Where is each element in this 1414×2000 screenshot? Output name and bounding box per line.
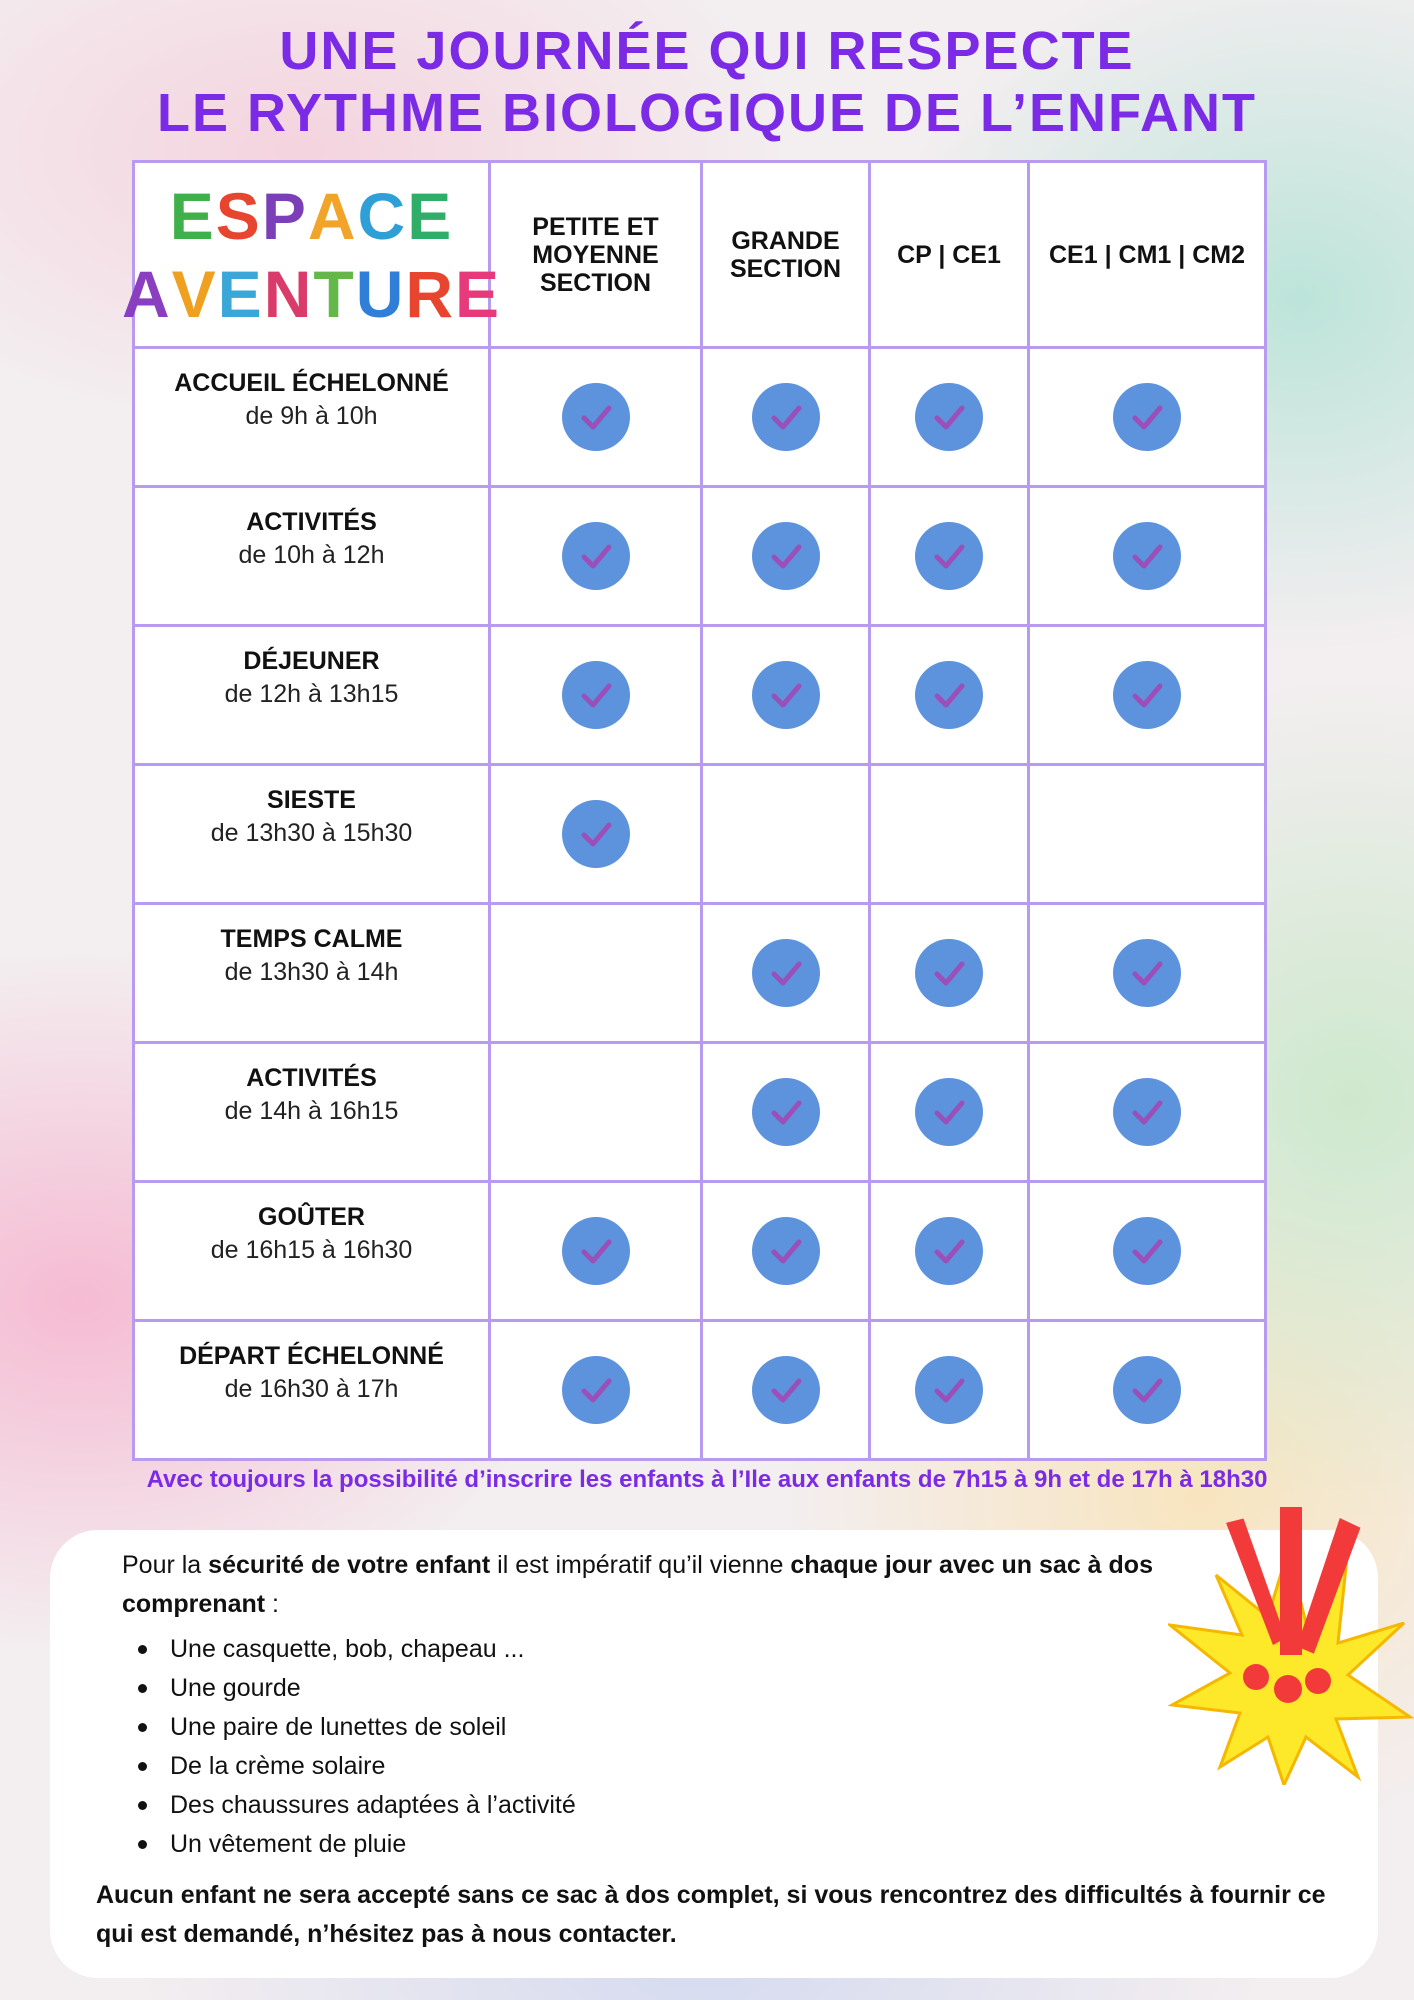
table-row — [134, 1182, 1266, 1321]
check-cell — [870, 487, 1029, 626]
check-circle-icon — [1113, 383, 1181, 451]
logo-letter: A — [121, 256, 172, 331]
logo-letter: P — [261, 178, 308, 253]
table-row — [134, 348, 1266, 487]
logo-letter: V — [171, 256, 218, 331]
check-cell — [870, 1043, 1029, 1182]
check-cell — [490, 1182, 702, 1321]
check-cell — [490, 348, 702, 487]
check-cell — [1029, 1321, 1266, 1460]
check-circle-icon — [915, 939, 983, 1007]
check-cell — [702, 1182, 870, 1321]
check-circle-icon — [752, 1078, 820, 1146]
column-header-cp-ce1: CP | CE1 — [870, 162, 1029, 348]
check-circle-icon — [1113, 661, 1181, 729]
check-circle-icon — [1113, 1217, 1181, 1285]
list-item: Une paire de lunettes de soleil — [170, 1708, 576, 1747]
backpack-intro — [122, 1546, 1182, 1624]
table-row — [134, 1043, 1266, 1182]
check-cell — [490, 1043, 702, 1182]
logo-letter: R — [405, 256, 456, 331]
table-row — [134, 765, 1266, 904]
list-item: Un vêtement de pluie — [170, 1825, 576, 1864]
schedule-table — [121, 160, 1267, 1461]
logo-word-espace — [170, 177, 453, 255]
logo-letter: C — [357, 178, 408, 253]
check-circle-icon — [752, 1356, 820, 1424]
logo-letter: E — [407, 178, 454, 253]
check-cell — [1029, 904, 1266, 1043]
activity-cell — [134, 904, 490, 1043]
check-cell — [1029, 765, 1266, 904]
intro-bold-2: chaque jour avec un sac à dos comprenant — [122, 1551, 1153, 1618]
table-row — [134, 1321, 1266, 1460]
check-circle-icon — [915, 1356, 983, 1424]
check-circle-icon — [915, 1217, 983, 1285]
backpack-items-list — [170, 1630, 576, 1864]
check-circle-icon — [562, 800, 630, 868]
espace-aventure-logo — [121, 163, 502, 346]
check-circle-icon — [562, 661, 630, 729]
logo-word-aventure — [122, 255, 501, 333]
check-cell — [702, 348, 870, 487]
check-circle-icon — [1113, 939, 1181, 1007]
check-cell — [702, 1321, 870, 1460]
backpack-warning: Aucun enfant ne sera accepté sans ce sac à dos complet, si vous rencontrez des difficultés à fournir ce qui est demandé, n’hésitez pas à nous contacter. — [96, 1881, 1326, 1948]
check-circle-icon — [915, 1078, 983, 1146]
check-cell — [1029, 348, 1266, 487]
check-cell — [1029, 626, 1266, 765]
activity-name: ACTIVITÉS — [246, 508, 377, 536]
check-circle-icon — [752, 939, 820, 1007]
check-circle-icon — [562, 383, 630, 451]
logo-cell — [121, 162, 502, 348]
activity-time: de 13h30 à 14h — [224, 958, 399, 986]
activity-time: de 16h15 à 16h30 — [210, 1236, 413, 1264]
check-cell — [490, 765, 702, 904]
table-row — [134, 904, 1266, 1043]
activity-time: de 9h à 10h — [245, 402, 378, 430]
column-header-petite-moyenne: PETITE ET MOYENNE SECTION — [490, 162, 702, 348]
list-item: Des chaussures adaptées à l’activité — [170, 1786, 576, 1825]
activity-cell — [134, 626, 490, 765]
check-circle-icon — [752, 1217, 820, 1285]
logo-letter: U — [355, 256, 406, 331]
activity-name: TEMPS CALME — [220, 925, 403, 953]
logo-letter: T — [313, 256, 356, 331]
logo-letter: N — [263, 256, 314, 331]
table-row — [134, 626, 1266, 765]
column-header-ce1-cm1-cm2: CE1 | CM1 | CM2 — [1029, 162, 1266, 348]
table-row — [134, 487, 1266, 626]
page-title-line-2: LE RYTHME BIOLOGIQUE DE L’ENFANT — [156, 83, 1258, 143]
exclamation-alert-icon — [1168, 1505, 1414, 1785]
header-row — [134, 162, 1266, 348]
check-cell — [870, 765, 1029, 904]
check-cell — [702, 765, 870, 904]
list-item: Une casquette, bob, chapeau ... — [170, 1630, 576, 1669]
check-circle-icon — [562, 522, 630, 590]
check-circle-icon — [1113, 522, 1181, 590]
activity-time: de 12h à 13h15 — [224, 680, 399, 708]
check-cell — [702, 487, 870, 626]
check-cell — [702, 1043, 870, 1182]
check-cell — [870, 626, 1029, 765]
activity-cell — [134, 765, 490, 904]
activity-time: de 10h à 12h — [238, 541, 385, 569]
logo-letter: E — [169, 178, 216, 253]
activity-name: DÉPART ÉCHELONNÉ — [179, 1342, 444, 1370]
check-cell — [870, 1321, 1029, 1460]
list-item: De la crème solaire — [170, 1747, 576, 1786]
intro-text-1: Pour la — [122, 1551, 209, 1579]
check-cell — [1029, 1182, 1266, 1321]
intro-text-3: : — [265, 1590, 279, 1618]
activity-cell — [134, 1321, 490, 1460]
activity-name: DÉJEUNER — [243, 647, 380, 675]
check-cell — [870, 1182, 1029, 1321]
extended-care-note: Avec toujours la possibilité d’inscrire les enfants à l’Ile aux enfants de 7h15 à 9h et de 17h à 18h30 — [146, 1466, 1268, 1493]
check-circle-icon — [752, 661, 820, 729]
check-circle-icon — [1113, 1356, 1181, 1424]
check-cell — [702, 626, 870, 765]
intro-bold-1: sécurité de votre enfant — [208, 1551, 491, 1579]
logo-letter: E — [455, 256, 502, 331]
check-cell — [870, 904, 1029, 1043]
list-item: Une gourde — [170, 1669, 576, 1708]
check-circle-icon — [915, 661, 983, 729]
check-circle-icon — [752, 522, 820, 590]
check-circle-icon — [915, 383, 983, 451]
check-cell — [490, 626, 702, 765]
check-circle-icon — [1113, 1078, 1181, 1146]
activity-time: de 16h30 à 17h — [224, 1375, 399, 1403]
activity-name: SIESTE — [267, 786, 356, 814]
check-cell — [870, 348, 1029, 487]
check-circle-icon — [915, 522, 983, 590]
activity-cell — [134, 348, 490, 487]
activity-cell — [134, 487, 490, 626]
check-cell — [1029, 1043, 1266, 1182]
check-cell — [1029, 487, 1266, 626]
logo-letter: S — [215, 178, 262, 253]
check-cell — [490, 487, 702, 626]
check-cell — [490, 1321, 702, 1460]
check-circle-icon — [752, 383, 820, 451]
page-title-line-1: UNE JOURNÉE QUI RESPECTE — [279, 21, 1135, 81]
logo-letter: E — [217, 256, 264, 331]
activity-name: ACTIVITÉS — [246, 1064, 377, 1092]
activity-name: ACCUEIL ÉCHELONNÉ — [174, 369, 449, 397]
activity-cell — [134, 1043, 490, 1182]
activity-time: de 13h30 à 15h30 — [210, 819, 413, 847]
activity-name: GOÛTER — [258, 1203, 365, 1231]
activity-cell — [134, 1182, 490, 1321]
check-cell — [702, 904, 870, 1043]
activity-time: de 14h à 16h15 — [224, 1097, 399, 1125]
check-circle-icon — [562, 1356, 630, 1424]
check-circle-icon — [562, 1217, 630, 1285]
column-header-grande-section: GRANDE SECTION — [702, 162, 870, 348]
intro-text-2: il est impératif qu’il vienne — [490, 1551, 791, 1579]
check-cell — [490, 904, 702, 1043]
logo-letter: A — [307, 178, 358, 253]
